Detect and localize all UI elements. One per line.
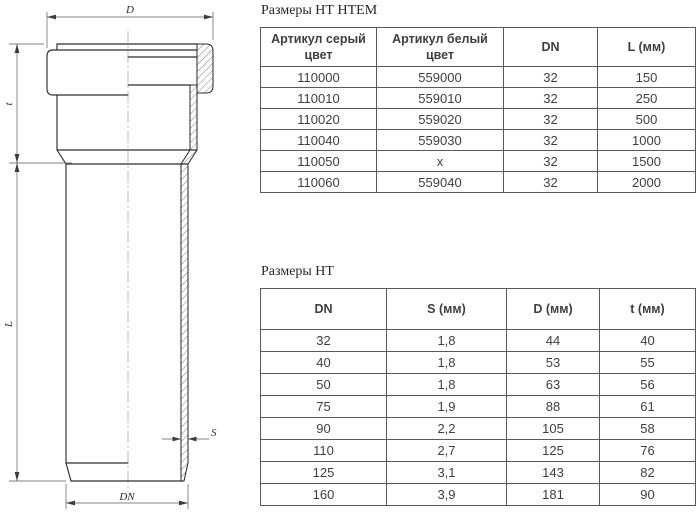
- table-cell: 110040: [261, 130, 377, 151]
- table-cell: 32: [261, 330, 387, 352]
- dim-label-l: L: [3, 320, 15, 328]
- table-header-cell: t (мм): [600, 289, 696, 330]
- dim-label-s: S: [211, 427, 217, 439]
- table-title-htem: Размеры НТ НТЕМ: [261, 3, 378, 18]
- table-row: [261, 352, 696, 374]
- dim-label-t: t: [3, 102, 15, 106]
- table-cell: 75: [261, 396, 387, 418]
- table-cell: 559010: [377, 88, 504, 109]
- table-title-ht: Размеры НТ: [261, 264, 334, 279]
- dim-s: [162, 427, 217, 441]
- table-header-row: [261, 289, 696, 330]
- table-cell: 61: [600, 396, 696, 418]
- table-cell: 559000: [377, 67, 504, 88]
- table-row: [261, 67, 696, 88]
- table-cell: 32: [504, 151, 598, 172]
- table-row: [261, 88, 696, 109]
- table-cell: 44: [507, 330, 600, 352]
- table-row: [261, 396, 696, 418]
- table-header-cell: L (мм): [598, 28, 696, 67]
- table-htem: [260, 27, 696, 193]
- table-cell: 150: [598, 67, 696, 88]
- table-body: [261, 330, 696, 506]
- table-cell: 76: [600, 440, 696, 462]
- table-cell: 40: [600, 330, 696, 352]
- table-row: [261, 462, 696, 484]
- dim-t: [3, 44, 72, 163]
- table-row: [261, 109, 696, 130]
- table-row: [261, 374, 696, 396]
- table-cell: 32: [504, 172, 598, 193]
- pipe-drawing: [0, 0, 260, 515]
- table-header-cell: Артикул белый цвет: [377, 28, 504, 67]
- table-cell: 88: [507, 396, 600, 418]
- table-cell: 1000: [598, 130, 696, 151]
- table-cell: 2,7: [387, 440, 507, 462]
- dim-label-dn: DN: [119, 491, 135, 503]
- table-cell: 143: [507, 462, 600, 484]
- dim-d: [47, 4, 213, 48]
- table-cell: 32: [504, 109, 598, 130]
- dim-l: [3, 163, 66, 481]
- table-cell: 125: [261, 462, 387, 484]
- table-cell: 250: [598, 88, 696, 109]
- ht-size-section: [260, 263, 696, 506]
- table-cell: 110020: [261, 109, 377, 130]
- table-cell: 1500: [598, 151, 696, 172]
- table-row: [261, 172, 696, 193]
- table-cell: 1,8: [387, 374, 507, 396]
- table-cell: 500: [598, 109, 696, 130]
- table-cell: 32: [504, 130, 598, 151]
- table-ht: [260, 288, 696, 506]
- table-cell: 3,9: [387, 484, 507, 506]
- table-cell: 1,8: [387, 352, 507, 374]
- table-header-row: [261, 28, 696, 67]
- table-cell: 32: [504, 88, 598, 109]
- table-cell: 90: [600, 484, 696, 506]
- table-header-cell: S (мм): [387, 289, 507, 330]
- table-header-cell: D (мм): [507, 289, 600, 330]
- table-cell: 55: [600, 352, 696, 374]
- table-cell: 559040: [377, 172, 504, 193]
- table-cell: 40: [261, 352, 387, 374]
- table-cell: 105: [507, 418, 600, 440]
- table-cell: 82: [600, 462, 696, 484]
- table-cell: x: [377, 151, 504, 172]
- table-cell: 160: [261, 484, 387, 506]
- dim-dn: [66, 484, 188, 509]
- table-cell: 110060: [261, 172, 377, 193]
- hatch-sections: [181, 44, 213, 481]
- table-cell: 110000: [261, 67, 377, 88]
- table-cell: 53: [507, 352, 600, 374]
- table-cell: 1,9: [387, 396, 507, 418]
- table-cell: 58: [600, 418, 696, 440]
- table-cell: 50: [261, 374, 387, 396]
- pipe-outline: [47, 44, 197, 481]
- table-row: [261, 130, 696, 151]
- table-cell: 56: [600, 374, 696, 396]
- table-cell: 2,2: [387, 418, 507, 440]
- table-row: [261, 151, 696, 172]
- table-cell: 1,8: [387, 330, 507, 352]
- table-header-cell: DN: [504, 28, 598, 67]
- table-header-cell: DN: [261, 289, 387, 330]
- table-row: [261, 418, 696, 440]
- table-body: [261, 67, 696, 193]
- table-cell: 3,1: [387, 462, 507, 484]
- htem-size-section: [260, 2, 696, 193]
- table-cell: 110010: [261, 88, 377, 109]
- table-cell: 559020: [377, 109, 504, 130]
- table-header-cell: Артикул серый цвет: [261, 28, 377, 67]
- table-row: [261, 484, 696, 506]
- table-cell: 181: [507, 484, 600, 506]
- table-row: [261, 440, 696, 462]
- dim-label-d: D: [126, 4, 134, 16]
- table-cell: 110: [261, 440, 387, 462]
- table-cell: 63: [507, 374, 600, 396]
- table-cell: 2000: [598, 172, 696, 193]
- table-row: [261, 330, 696, 352]
- table-cell: 559030: [377, 130, 504, 151]
- table-cell: 32: [504, 67, 598, 88]
- table-cell: 125: [507, 440, 600, 462]
- table-cell: 110050: [261, 151, 377, 172]
- table-cell: 90: [261, 418, 387, 440]
